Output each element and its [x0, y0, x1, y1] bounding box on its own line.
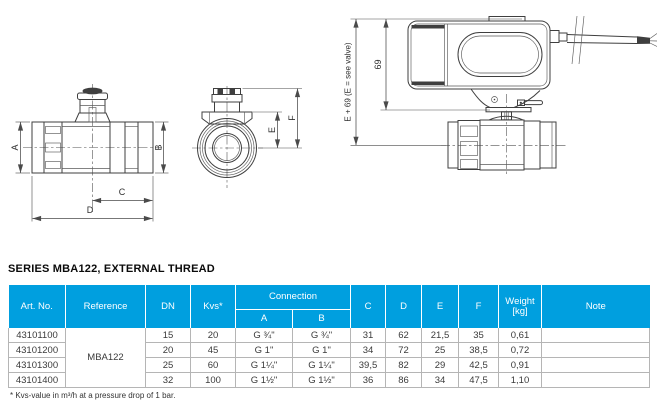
valve-side-view — [10, 84, 168, 222]
cell-note — [542, 358, 650, 373]
cell-note — [542, 328, 650, 343]
cell-d: 82 — [386, 358, 422, 373]
cell-art-no: 43101300 — [9, 358, 66, 373]
actuator-assembly-view — [344, 16, 657, 176]
col-header-conn-a: A — [236, 309, 293, 328]
valve-under-actuator — [441, 94, 566, 176]
cell-c: 39,5 — [351, 358, 386, 373]
cell-conn-a: G 1" — [236, 343, 293, 358]
cell-conn-b: G 1" — [293, 343, 351, 358]
cell-art-no: 43101100 — [9, 328, 66, 343]
weight-label-line2: [kg] — [512, 305, 528, 317]
cell-weight: 1,10 — [499, 373, 542, 388]
cell-c: 34 — [351, 343, 386, 358]
col-header-e: E — [422, 285, 459, 328]
col-header-weight — [499, 285, 542, 328]
weight-label-line1: Weight — [505, 295, 535, 307]
cell-d: 86 — [386, 373, 422, 388]
cell-weight: 0,72 — [499, 343, 542, 358]
dim-label-f: F — [287, 115, 298, 121]
cell-d: 62 — [386, 328, 422, 343]
dim-label-c: C — [118, 187, 126, 197]
col-header-art-no: Art. No. — [9, 285, 66, 328]
col-header-dn: DN — [146, 285, 191, 328]
cell-e: 25 — [422, 343, 459, 358]
col-header-connection: Connection — [236, 285, 351, 309]
cell-c: 36 — [351, 373, 386, 388]
cell-dn: 20 — [146, 343, 191, 358]
dim-label-total-height: E + 69 (E = see valve) — [343, 42, 353, 122]
table-footnote: * Kvs-value in m³/h at a pressure drop of 1 bar. — [10, 391, 176, 400]
cell-f: 47,5 — [459, 373, 499, 388]
cell-conn-a: G 1¼" — [236, 358, 293, 373]
table-row — [9, 328, 650, 343]
cell-e: 29 — [422, 358, 459, 373]
cell-art-no: 43101400 — [9, 373, 66, 388]
cell-c: 31 — [351, 328, 386, 343]
cell-reference: MBA122 — [66, 328, 146, 388]
cell-e: 21,5 — [422, 328, 459, 343]
dim-label-b: B — [153, 144, 164, 151]
section-title: SERIES MBA122, EXTERNAL THREAD — [8, 263, 215, 275]
dim-label-e: E — [267, 126, 278, 134]
cell-conn-b: G ¾" — [293, 328, 351, 343]
cell-kvs: 20 — [191, 328, 236, 343]
cell-kvs: 45 — [191, 343, 236, 358]
cell-note — [542, 373, 650, 388]
cell-e: 34 — [422, 373, 459, 388]
cell-dn: 32 — [146, 373, 191, 388]
cell-weight: 0,61 — [499, 328, 542, 343]
cell-weight: 0,91 — [499, 358, 542, 373]
cell-f: 35 — [459, 328, 499, 343]
cell-f: 42,5 — [459, 358, 499, 373]
cell-dn: 25 — [146, 358, 191, 373]
dim-label-a: A — [10, 144, 21, 151]
spec-table — [8, 285, 650, 388]
cell-d: 72 — [386, 343, 422, 358]
cell-f: 38,5 — [459, 343, 499, 358]
col-header-f: F — [459, 285, 499, 328]
col-header-kvs: Kvs* — [191, 285, 236, 328]
dim-label-actuator-height: 69 — [373, 59, 384, 70]
col-header-reference: Reference — [66, 285, 146, 328]
col-header-c: C — [351, 285, 386, 328]
cell-conn-b: G 1½" — [293, 373, 351, 388]
dim-label-d: D — [86, 205, 94, 215]
actuator-cable — [550, 16, 657, 64]
cell-conn-a: G ¾" — [236, 328, 293, 343]
cell-note — [542, 343, 650, 358]
cell-dn: 15 — [146, 328, 191, 343]
cell-conn-a: G 1½" — [236, 373, 293, 388]
cell-conn-b: G 1¼" — [293, 358, 351, 373]
valve-front-view — [192, 86, 302, 188]
col-header-note: Note — [542, 285, 650, 328]
col-header-d: D — [386, 285, 422, 328]
col-header-conn-b: B — [293, 309, 351, 328]
cell-kvs: 100 — [191, 373, 236, 388]
cell-kvs: 60 — [191, 358, 236, 373]
cell-art-no: 43101200 — [9, 343, 66, 358]
